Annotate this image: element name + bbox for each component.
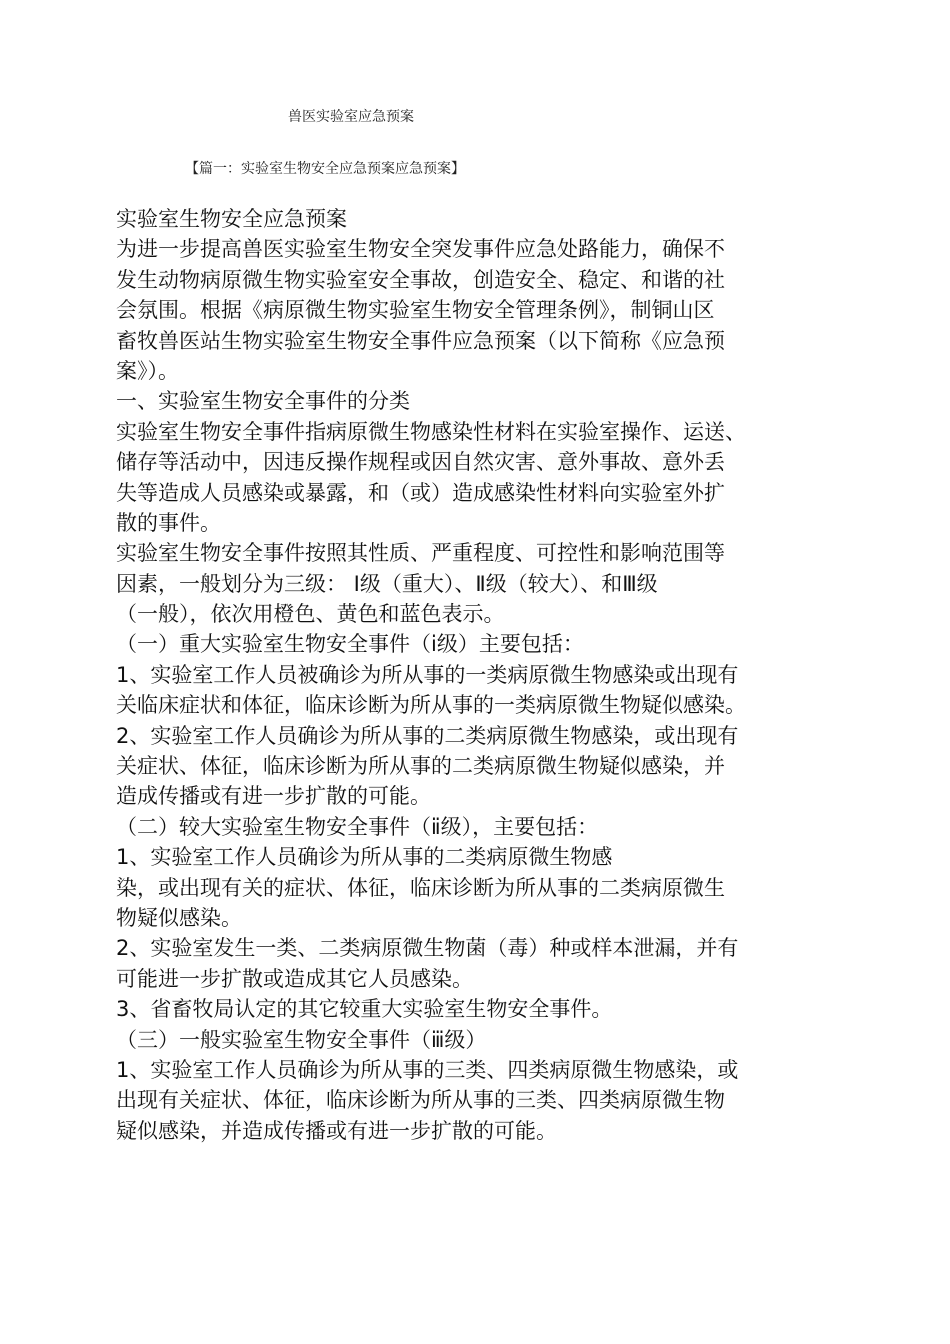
paragraph-line: 为进一步提高兽医实验室生物安全突发事件应急处路能力，确保不 (116, 237, 725, 262)
paragraph-line: （一般），依次用橙色、黄色和蓝色表示。 (116, 602, 505, 627)
list-item-line: 染，或出现有关的症状、体征，临床诊断为所从事的二类病原微生 (116, 875, 725, 900)
list-item-line: 1、实验室工作人员被确诊为所从事的一类病原微生物感染或出现有 (116, 662, 739, 687)
document-body (116, 204, 846, 1146)
paragraph-line: 发生动物病原微生物实验室安全事故，创造安全、稳定、和谐的社 (116, 267, 725, 292)
list-item-line: 2、实验室工作人员确诊为所从事的二类病原微生物感染，或出现有 (116, 723, 739, 748)
subsection-heading: （二）较大实验室生物安全事件（ⅱ级），主要包括： (116, 814, 599, 839)
subsection-heading: （一）重大实验室生物安全事件（ⅰ级）主要包括： (116, 632, 584, 657)
paragraph-line: 实验室生物安全事件按照其性质、严重程度、可控性和影响范围等 (116, 541, 725, 566)
paragraph-line: 失等造成人员感染或暴露，和（或）造成感染性材料向实验室外扩 (116, 480, 725, 505)
subsection-heading: （三）一般实验室生物安全事件（ⅲ级） (116, 1027, 487, 1052)
section-heading: 一、实验室生物安全事件的分类 (116, 389, 410, 414)
paragraph-line: 实验室生物安全事件指病原微生物感染性材料在实验室操作、运送、 (116, 419, 746, 444)
list-item-line: 出现有关症状、体征，临床诊断为所从事的三类、四类病原微生物 (116, 1088, 725, 1113)
list-item-line: 关临床症状和体征，临床诊断为所从事的一类病原微生物疑似感染。 (116, 693, 746, 718)
list-item-line: 3、省畜牧局认定的其它较重大实验室生物安全事件。 (116, 997, 613, 1022)
paragraph-line: 散的事件。 (116, 510, 221, 535)
paragraph-line: 案》）。 (116, 358, 179, 383)
list-item-line: 可能进一步扩散或造成其它人员感染。 (116, 966, 473, 991)
list-item-line: 造成传播或有进一步扩散的可能。 (116, 784, 431, 809)
list-item-line: 物疑似感染。 (116, 905, 242, 930)
list-item-line: 2、实验室发生一类、二类病原微生物菌（毒）种或样本泄漏，并有 (116, 936, 739, 961)
paragraph-line: 畜牧兽医站生物实验室生物安全事件应急预案（以下简称《应急预 (116, 328, 725, 353)
document-subtitle: 【篇一：实验室生物安全应急预案应急预案】 (185, 161, 465, 177)
document-title: 兽医实验室应急预案 (288, 109, 414, 125)
list-item-line: 关症状、体征，临床诊断为所从事的二类病原微生物疑似感染，并 (116, 754, 725, 779)
list-item-line: 疑似感染，并造成传播或有进一步扩散的可能。 (116, 1118, 557, 1143)
paragraph-line: 会氛围。根据《病原微生物实验室生物安全管理条例》，制铜山区 (116, 298, 715, 323)
list-item-line: 1、实验室工作人员确诊为所从事的二类病原微生物感 (116, 845, 613, 870)
paragraph-line: 储存等活动中，因违反操作规程或因自然灾害、意外事故、意外丢 (116, 450, 725, 475)
list-item-line: 1、实验室工作人员确诊为所从事的三类、四类病原微生物感染，或 (116, 1057, 739, 1082)
paragraph-line: 因素，一般划分为三级： Ⅰ级（重大）、Ⅱ级（较大）、和Ⅲ级 (116, 571, 658, 596)
section-heading: 实验室生物安全应急预案 (116, 207, 347, 231)
